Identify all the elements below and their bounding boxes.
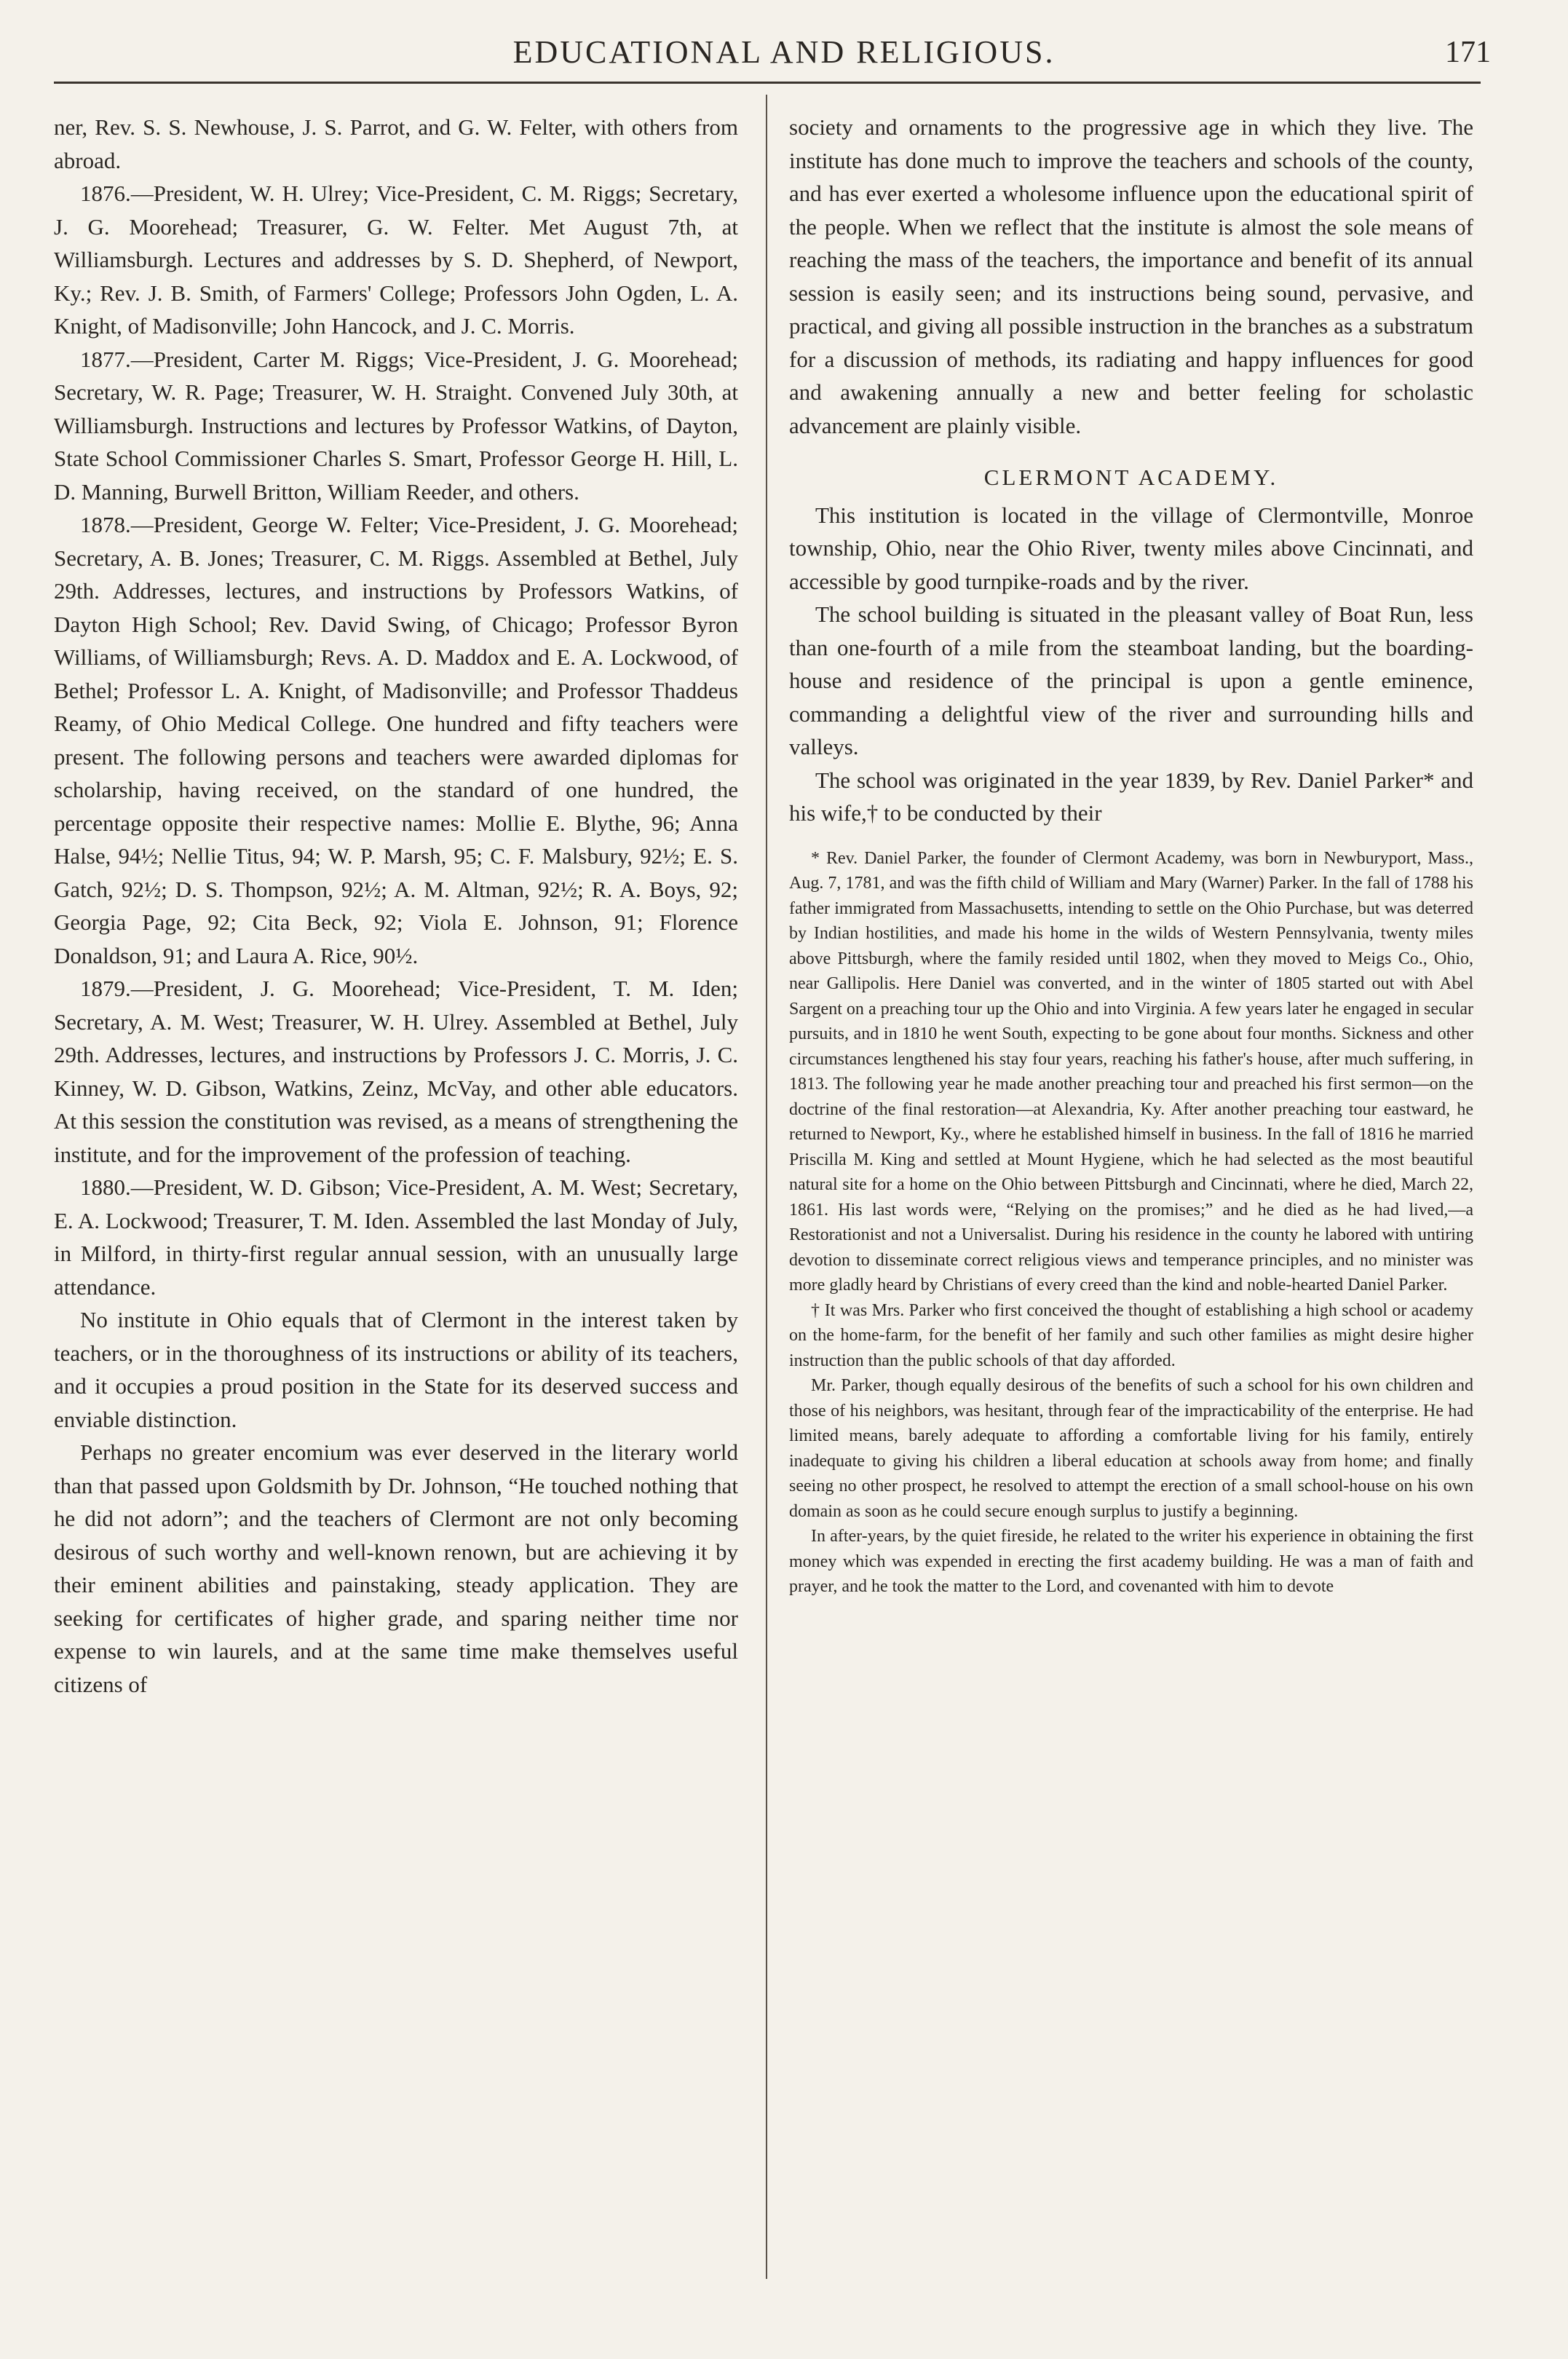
column-divider [766,95,767,2279]
page-number: 171 [1445,36,1491,69]
section-heading: CLERMONT ACADEMY. [983,465,1279,490]
paragraph-institute-praise: No institute in Ohio equals that of Clermont in the interest taken by teachers, or in the thoroughness of its instructions or ability of its teachers, and it occupies a proud position in the State for its deserved success and enviable distinction. [54,1307,738,1432]
paragraph-1879: 1879.—President, J. G. Moorehead; Vice-President, T. M. Iden; Secretary, A. M. West; Treasurer, W. H. Ulrey. Assembled at Bethel, July 29th. Addresses, lectures, and instructions by Professors J. C. Morris, J. C. Kinney, W. D. Gibson, Watkins, Zeinz, McVay, and other able educators. At this session the constitution was revised, as a means of strengthening the institute, and for the improvement of the profession of teaching. [54,976,738,1167]
left-column [54,111,738,1701]
paragraph-1877: 1877.—President, Carter M. Riggs; Vice-President, J. G. Moorehead; Secretary, W. R. Page; Treasurer, W. H. Straight. Convened July 30th, at Williamsburgh. Instructions and lectures by Professor Watkins, of Dayton, State School Commissioner Charles S. Smart, Professor George H. Hill, L. D. Manning, Burwell Britton, William Reeder, and others. [54,346,738,505]
paragraph-continuation: ner, Rev. S. S. Newhouse, J. S. Parrot, and G. W. Felter, with others from abroad. [54,114,738,173]
footnote-mr-parker: Mr. Parker, though equally desirous of the benefits of such a school for his own children and those of his neighbors, was hesitant, through fear of the impracticability of the enterprise. He had limited means, barely adequate to affording a comfortable living for his family, entirely inadequate to giving his children a liberal education at schools away from home; and finally seeing no other prospect, he resolved to attempt the erection of a small school-house on his own domain as soon as he could secure enough surplus to justify a beginning. [789,1376,1473,1521]
right-column [789,111,1473,1600]
footnote-after-years: In after-years, by the quiet fireside, he related to the writer his experience in obtaining the first money which was expended in erecting the first academy building. He was a man of faith and prayer, and he took the matter to the Lord, and covenanted with him to devote [789,1527,1473,1596]
paragraph-origin: The school was originated in the year 1839, by Rev. Daniel Parker* and his wife,† to be conducted by their [789,767,1473,826]
paragraph-society-continuation: society and ornaments to the progressive age in which they live. The institute has done much to improve the teachers and schools of the county, and has ever exerted a wholesome influence upon the educational spirit of the people. When we reflect that the institute is almost the sole means of reaching the mass of the teachers, the importance and benefit of its annual session is easily seen; and its instructions being sound, pervasive, and practical, and giving all possible instruction in the branches as a substratum for a discussion of methods, its radiating and happy influences for good and awakening annually a new and better feeling for scholastic advancement are plainly visible. [789,114,1473,438]
header-rule [54,82,1481,84]
paragraph-1878: 1878.—President, George W. Felter; Vice-President, J. G. Moorehead; Secretary, A. B. Jones; Treasurer, C. M. Riggs. Assembled at Bethel, July 29th. Addresses, lectures, and instructions by Professors Watkins, of Dayton High School; Rev. David Swing, of Chicago; Professor Byron Williams, of Williamsburgh; Revs. A. D. Maddox and E. A. Lockwood, of Bethel; Professor L. A. Knight, of Madisonville; and Professor Thaddeus Reamy, of Ohio Medical College. One hundred and fifty teachers were present. The following persons and teachers were awarded diplomas for scholarship, having received, on the standard of one hundred, the percentage opposite their respective names: Mollie E. Blythe, 96; Anna Halse, 94½; Nellie Titus, 94; W. P. Marsh, 95; C. F. Malsbury, 92½; E. S. Gatch, 92½; D. S. Thompson, 92½; A. M. Altman, 92½; R. A. Boys, 92; Georgia Page, 92; Cita Beck, 92; Viola E. Johnson, 91; Florence Donaldson, 91; and Laura A. Rice, 90½. [54,512,738,968]
paragraph-1876: 1876.—President, W. H. Ulrey; Vice-President, C. M. Riggs; Secretary, J. G. Moorehead; Treasurer, G. W. Felter. Met August 7th, at Williamsburgh. Lectures and addresses by S. D. Shepherd, of Newport, Ky.; Rev. J. B. Smith, of Farmers' College; Professors John Ogden, L. A. Knight, of Madisonville; John Hancock, and J. C. Morris. [54,181,738,339]
footnote-daniel-parker: * Rev. Daniel Parker, the founder of Clermont Academy, was born in Newburyport, Mass., Aug. 7, 1781, and was the fifth child of William and Mary (Warner) Parker. In the fall of 1788 his father immigrated from Massachusetts, intending to settle on the Ohio Purchase, but was deterred by Indian hostilities, and made his home in the wilds of Western Pennsylvania, twenty miles above Pittsburgh, where the family resided until 1802, when they moved to Meigs Co., Ohio, near Gallipolis. Here Daniel was converted, and in the winter of 1805 started out with Abel Sargent on a preaching tour up the Ohio and into Virginia. A few years later he engaged in secular pursuits, and in 1810 he went South, expecting to be gone about four months. Sickness and other circumstances lengthened his stay four years, reaching his father's house, after much suffering, in 1813. The following year he made another preaching tour and preached his first sermon—on the doctrine of the final restoration—at Alexandria, Ky. After another preaching tour eastward, he returned to Newport, Ky., where he established himself in business. In the fall of 1816 he married Priscilla M. King and settled at Mount Hygiene, which he had selected as the most beautiful natural site for a home on the Ohio between Pittsburgh and Cincinnati, where he died, March 22, 1861. His last words were, “Relying on the promises;” and he died as he had lived,—a Restorationist and not a Universalist. During his residence in the county he labored with untiring devotion to disseminate correct religious views and temperance principles, and no minister was more gladly heard by Christians of every creed than the kind and noble-hearted Daniel Parker. [789,848,1473,1295]
footnotes [789,846,1473,1600]
paragraph-school-building: The school building is situated in the pleasant valley of Boat Run, less than one-fourth of a mile from the steamboat landing, but the boarding-house and residence of the principal is upon a gentle eminence, commanding a delightful view of the river and surrounding hills and valleys. [789,601,1473,759]
paragraph-location: This institution is located in the village of Clermontville, Monroe township, Ohio, near the Ohio River, twenty miles above Cincinnati, and accessible by good turnpike-roads and by the river. [789,502,1473,594]
paragraph-1880: 1880.—President, W. D. Gibson; Vice-President, A. M. West; Secretary, E. A. Lockwood; Treasurer, T. M. Iden. Assembled the last Monday of July, in Milford, in thirty-first regular annual session, with an unusually large attendance. [54,1174,738,1300]
running-header-title: EDUCATIONAL AND RELIGIOUS. [512,34,1056,70]
footnote-mrs-parker: † It was Mrs. Parker who first conceived the thought of establishing a high school or academy on the home-farm, for the benefit of her family and such other families as might desire higher instruction than the public schools of that day afforded. [789,1300,1473,1370]
paragraph-encomium: Perhaps no greater encomium was ever deserved in the literary world than that passed upon Goldsmith by Dr. Johnson, “He touched nothing that he did not adorn”; and the teachers of Clermont are not only becoming desirous of such worthy and well-known renown, but are achieving it by their eminent abilities and painstaking, steady application. They are seeking for certificates of higher grade, and sparing neither time nor expense to win laurels, and at the same time make themselves useful citizens of [54,1439,738,1697]
